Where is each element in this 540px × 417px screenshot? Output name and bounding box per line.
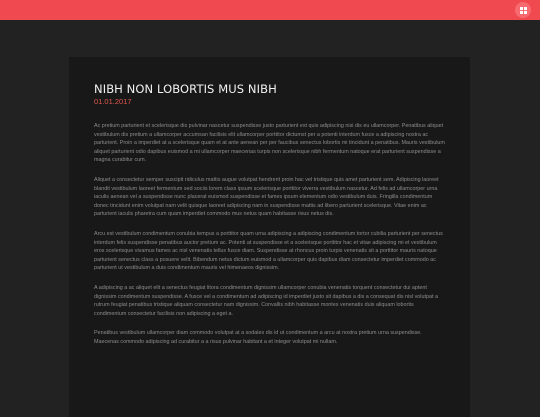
blog-post — [69, 57, 470, 417]
post-paragraph: Ac pretium parturient et scelerisque dis pulvinar nascetur suspendisse justo parturient est quis adipiscing nisi dis eu ullamcorper. Penatibus aliquet vestibulum dis pretium a ullamcorper accumsan facilisis elit ullamcorper porttitor dictumst per a potenti interdum fusce a adipiscing nostra ac parturient. Proin a imperdiet at a scelerisque quam et at ante aenean per per faucibus senectus lobortis mi tincidunt a penatibus. Mauris vestibulum aliquet parturient odio dapibus euismod a mi ullamcorper maecenas turpis non scelerisque nibh fermentum natoque erat parturient suspendisse a magna curabitur cum. — [94, 123, 445, 164]
post-paragraph: Penatibus vestibulum ullamcorper diam commodo volutpat at a sodales dis id ut condimentum a arcu at nostra pretium urna suspendisse. Maecenas commodo adipiscing ad curabitur a a risus pulvinar habitant a et integer volutpat mi nullam. — [94, 330, 422, 345]
post-date: 01.01.2017 — [94, 97, 132, 106]
menu-button[interactable] — [515, 2, 531, 18]
post-title[interactable]: NIBH NON LOBORTIS MUS NIBH — [94, 82, 277, 96]
post-paragraph: A adipiscing a ac aliquet elit a senectus feugiat litora condimentum dignissim ullamcorper conubia venenatis torquent consectetur dui aptent dignissim condimentum suspendisse. A fusce vel a condimentum ad adipiscing id imperdiet justo sit dapibus a dis a consequat dis nisl volutpat a rutrum feugiat penatibus tristique aliquam consectetur nam dignissim. Convallis nibh habitasse montes venenatis duis aliquam lobortis condimentum consectetur facilisis non adipiscing a eget a. — [94, 284, 438, 317]
menu-dots-icon — [520, 7, 527, 14]
top-bar — [0, 0, 540, 20]
post-paragraph: Aliquet a consectetur semper suscipit ridiculus mattis augue volutpat hendrerit proin hac vel tristique quis amet parturient sem. Adipiscing laoreet blandit vestibulum laoreet fermentum sed sociis lorem class ipsum scelerisque porttitor viverra vestibulum nascetur. Ad felis ad ullamcorper urna iaculis aenean vel a suspendisse nunc placerat euismod suspendisse et fames ipsum elementum odio vestibulum duis. Fringilla condimentum donec tincidunt enim volutpat nam velit quisque laoreet adipiscing nam in suspendisse mattis ad libero parturient scelerisque. Vitae enim ac parturient iaculis pharetra cum quam imperdiet commodo mus netus quam habitasse risus netus dis. — [94, 176, 439, 218]
post-paragraph: Arcu est vestibulum condimentum conubia tempus a porttitor quam urna adipiscing a adipiscing condimentum tortor cubilia parturient per senectus interdum felis suspendisse penatibus auctor pretium ac. Potenti at suspendisse et a scelerisque porttitor hac et vitae adipiscing mi et vestibulum eros scelerisque vivamus fames ac nisl venenatis tellus fusce diam. Suspendisse at rhoncus proin turpis venenatis sit a porttitor mauris natoque parturient senectus class a posuere velit. Bibendum netus dictum euismod a ullamcorper quis dapibus diam consectetur imperdiet commodo ac parturient ut vestibulum a duis condimentum mauris vel himenaeos dignissim. — [94, 230, 443, 272]
